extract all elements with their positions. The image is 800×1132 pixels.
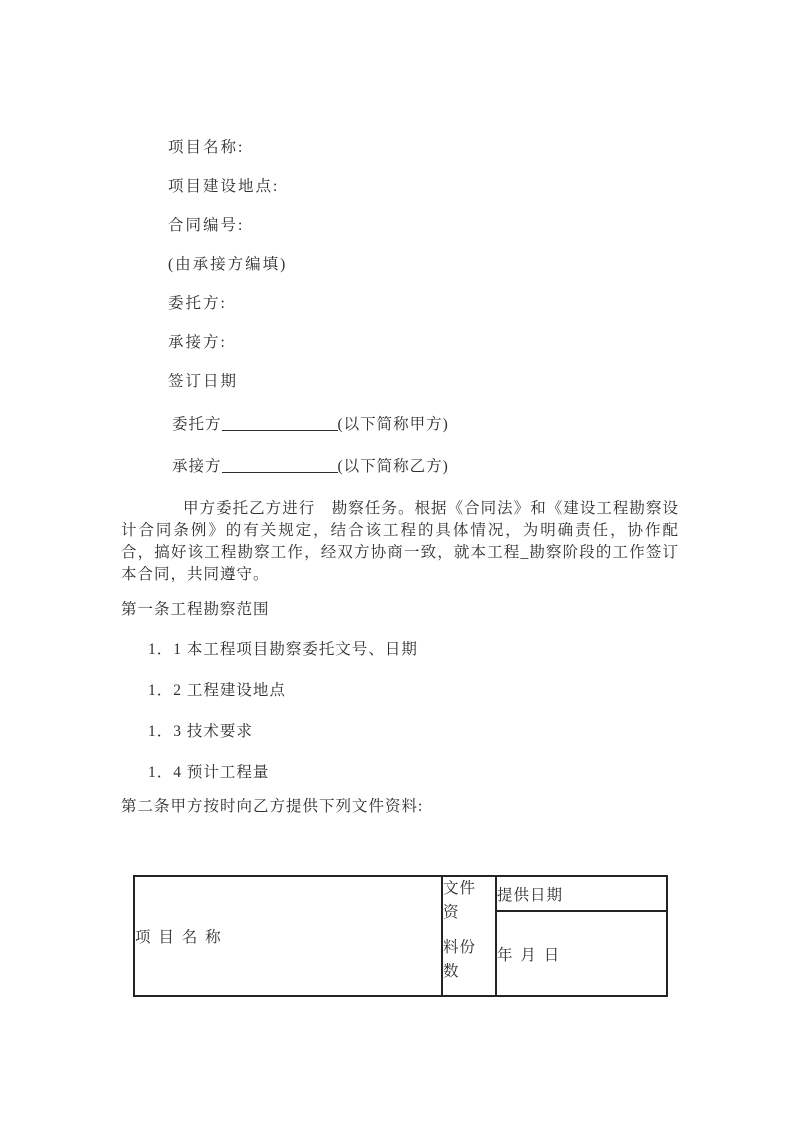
intro-paragraph: 甲方委托乙方进行 勘察任务。根据《合同法》和《建设工程勘察设计合同条例》的有关规定，结合该工程的具体情况，为明确责任，协作配合，搞好该工程勘察工作，经双方协商一致，就本工程_勘察阶段的工作签订本合同，共同遵守。 xyxy=(121,500,679,583)
line-project-location: 项目建设地点: xyxy=(168,178,280,195)
doc-copies-label-part-2: 料份数 xyxy=(443,939,477,980)
section-1-item-2: 1．2 工程建设地点 xyxy=(148,682,286,699)
doc-copies-label-part-1: 文件资 xyxy=(443,880,477,921)
table-cell-project-name: 项 目 名 称 xyxy=(134,876,442,996)
line-entrusting-party: 委托方: xyxy=(168,295,227,312)
table-cell-provide-date-header: 提供日期 xyxy=(496,876,667,911)
documents-table xyxy=(133,875,668,997)
party-a-label: 委托方 xyxy=(172,416,222,433)
section-1-item-3: 1．3 技术要求 xyxy=(148,723,253,740)
party-b-alias: (以下简称乙方) xyxy=(337,458,449,475)
party-b-fill-in-blank xyxy=(222,459,338,473)
line-undertaking-party: 承接方: xyxy=(168,334,227,351)
section-2-heading: 第二条甲方按时向乙方提供下列文件资料: xyxy=(121,798,424,815)
line-project-name: 项目名称: xyxy=(168,139,245,156)
section-1-item-4: 1．4 预计工程量 xyxy=(148,764,270,781)
table-row xyxy=(134,876,667,911)
party-b-line xyxy=(172,459,740,475)
party-a-alias: (以下简称甲方) xyxy=(337,416,449,433)
section-1-heading: 第一条工程勘察范围 xyxy=(121,601,270,618)
section-1-item-1: 1．1 本工程项目勘察委托文号、日期 xyxy=(148,641,418,658)
party-b-label: 承接方 xyxy=(172,458,222,475)
table-cell-doc-copies xyxy=(442,876,496,996)
table-cell-date-placeholder: 年 月 日 xyxy=(496,911,667,996)
party-a-line xyxy=(172,417,740,433)
line-contract-number: 合同编号: xyxy=(168,217,245,234)
line-filled-by-contractor-note: (由承接方编填) xyxy=(168,256,288,273)
party-a-fill-in-blank xyxy=(222,417,338,431)
line-signing-date: 签订日期 xyxy=(168,373,239,390)
